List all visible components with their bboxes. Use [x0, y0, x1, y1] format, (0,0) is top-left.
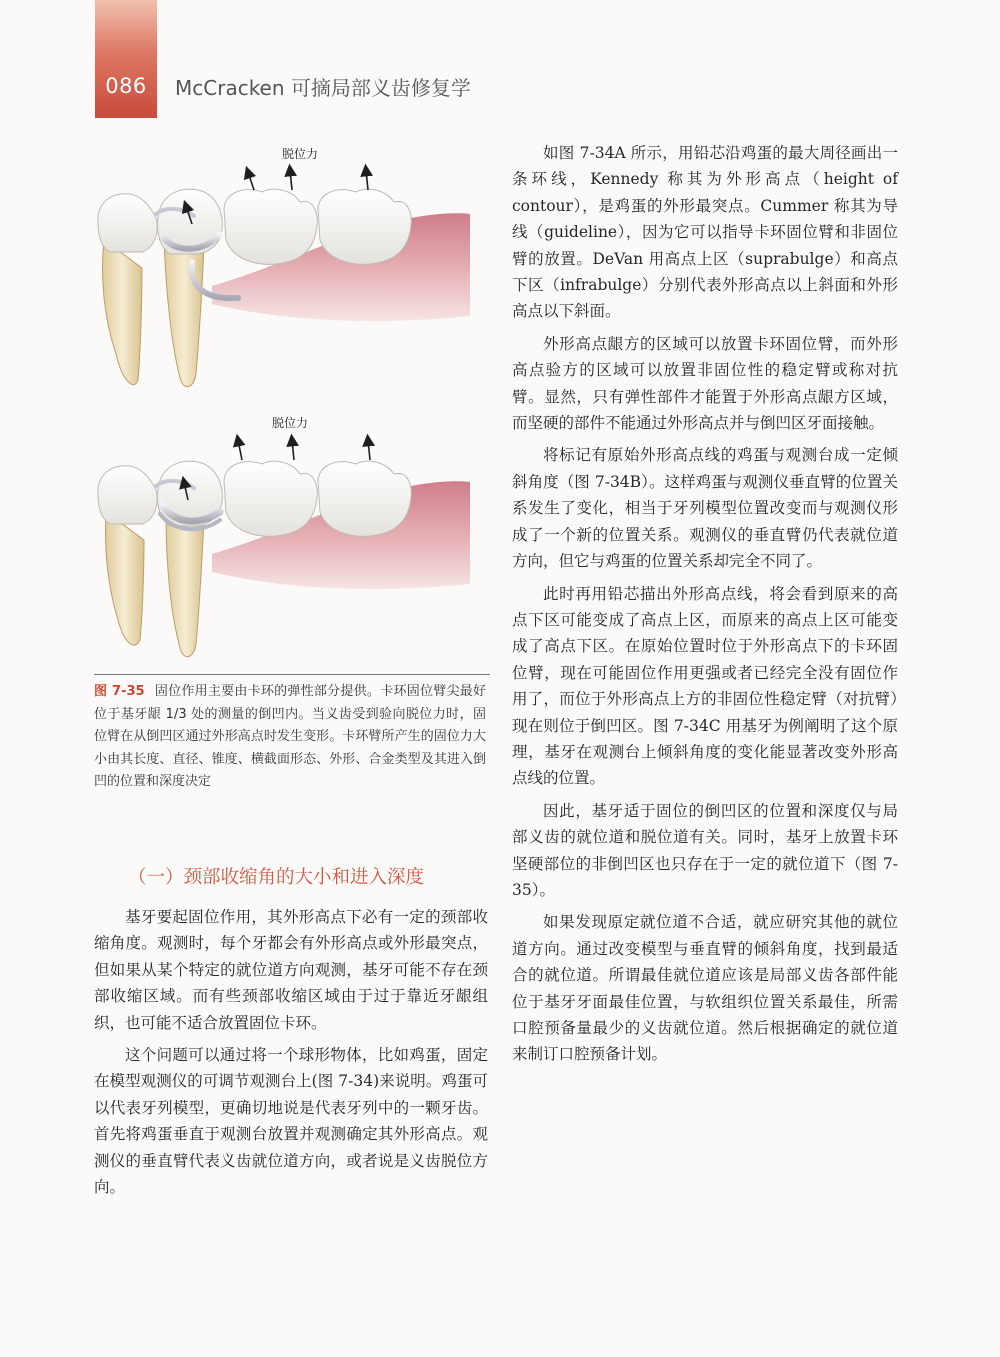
root-premolar-2	[164, 240, 204, 387]
paragraph: 如果发现原定就位道不合适，就应研究其他的就位道方向。通过改变模型与垂直臂的倾斜角度，找到最适合的就位道。所谓最佳就位道应该是局部义齿各部件能位于基牙牙面最佳位置，与软组织位置关系最佳，所需口腔预备量最少的义齿就位道。然后根据确定的就位道来制订口腔预备计划。	[512, 913, 898, 1064]
root-premolar-2b	[166, 512, 204, 657]
top-panel	[98, 170, 470, 387]
figure-number: 图 7-35	[94, 684, 145, 699]
section-heading: （一）颈部收缩角的大小和进入深度	[128, 867, 425, 888]
figure-caption	[94, 681, 486, 794]
root-premolar-1	[103, 240, 143, 385]
clasp-retention-illustration	[94, 128, 490, 660]
paragraph: 因此，基牙适于固位的倒凹区的位置和深度仅与局部义齿的就位道和脱位道有关。同时，基牙上放置卡环坚硬部位的非倒凹区也只存在于一定的就位道下（图 7-35）。	[512, 801, 898, 899]
dislodge-arrow-2b	[292, 440, 294, 460]
paragraph: 此时再用铅芯描出外形高点线，将会看到原来的高点下区可能变成了高点上区，而原来的高点上区可能变成了高点下区。在原始位置时位于外形高点下的卡环固位臂，现在可能固位作用更强或者已经完全没有固位作用了，而位于外形高点上方的非固位性稳定臂（对抗臂）现在则位于倒凹区。图 7-34C 用基牙为例阐明了这个原理，基牙在观测台上倾斜角度的变化能显著改变外形高点线的位置。	[512, 584, 898, 788]
bottom-panel	[98, 440, 470, 657]
paragraph: 这个问题可以通过将一个球形物体，比如鸡蛋，固定在模型观测仪的可调节观测台上(图 7-34)来说明。鸡蛋可以代表牙列模型，更确切地说是代表牙列中的一颗牙齿。首先将鸡蛋垂直于观测台放置并观测确定其外形高点。观测仪的垂直臂代表义齿就位道方向，或者说是义齿脱位方向。	[94, 1046, 488, 1197]
dislodge-arrow-3	[366, 170, 368, 190]
dislodge-arrow-3b	[368, 440, 370, 460]
dislodge-arrow-1b	[238, 440, 242, 460]
figure-bottom-label: 脱位力	[272, 416, 309, 430]
crown-molar-1b	[224, 461, 317, 536]
paragraph: 如图 7-34A 所示，用铅芯沿鸡蛋的最大周径画出一条环线，Kennedy 称其为外形高点（height of contour），是鸡蛋的外形最突点。Cummer 称其为导线（guideline），因为它可以指导卡环固位臂和非固位臂的放置。DeVan 用高点上区（suprabulge）和高点下区（infrabulge）分别代表外形高点以上斜面和外形高点以下斜面。	[512, 144, 898, 321]
caption-divider	[94, 674, 490, 675]
crown-premolar-1b	[98, 466, 157, 524]
page-number: 086	[95, 0, 157, 118]
crown-molar-1	[224, 189, 317, 264]
right-column	[512, 140, 898, 1074]
paragraph: 外形高点龈方的区域可以放置卡环固位臂，而外形高点验方的区域可以放置非固位性的稳定臂或称对抗臂。显然，只有弹性部件才能置于外形高点龈方区域，而坚硬的部件不能通过外形高点并与倒凹区牙面接触。	[512, 334, 898, 433]
crown-premolar-1	[98, 194, 157, 252]
running-title: McCracken 可摘局部义齿修复学	[175, 76, 471, 100]
figure-caption-text: 固位作用主要由卡环的弹性部分提供。卡环固位臂尖最好位于基牙龈 1/3 处的测量的倒凹内。当义齿受到验向脱位力时，固位臂在从倒凹区通过外形高点时发生变形。卡环臂所产生的固位力大小由其长度、直径、锥度、横截面形态、外形、合金类型及其进入倒凹的位置和深度决定	[94, 684, 486, 789]
left-column	[94, 904, 488, 1206]
paragraph: 基牙要起固位作用，其外形高点下必有一定的颈部收缩角度。观测时，每个牙都会有外形高点或外形最突点，但如果从某个特定的就位道方向观测，基牙可能不存在颈部收缩区域。而有些颈部收缩区域由于过于靠近牙龈组织，也可能不适合放置固位卡环。	[94, 908, 488, 1032]
root-premolar-1b	[106, 512, 145, 645]
paragraph: 将标记有原始外形高点线的鸡蛋与观测台成一定倾斜角度（图 7-34B）。这样鸡蛋与观测仪垂直臂的位置关系发生了变化，相当于牙列模型位置改变而与观测仪形成了一个新的位置关系。观测仪的垂直臂仍代表就位道方向，但它与鸡蛋的位置关系却完全不同了。	[512, 446, 898, 571]
crown-molar-2	[318, 189, 411, 264]
dislodge-arrow-1	[248, 172, 254, 190]
crown-molar-2b	[318, 461, 411, 536]
figure-top-label: 脱位力	[282, 147, 319, 161]
dislodge-arrow-2	[290, 170, 292, 190]
